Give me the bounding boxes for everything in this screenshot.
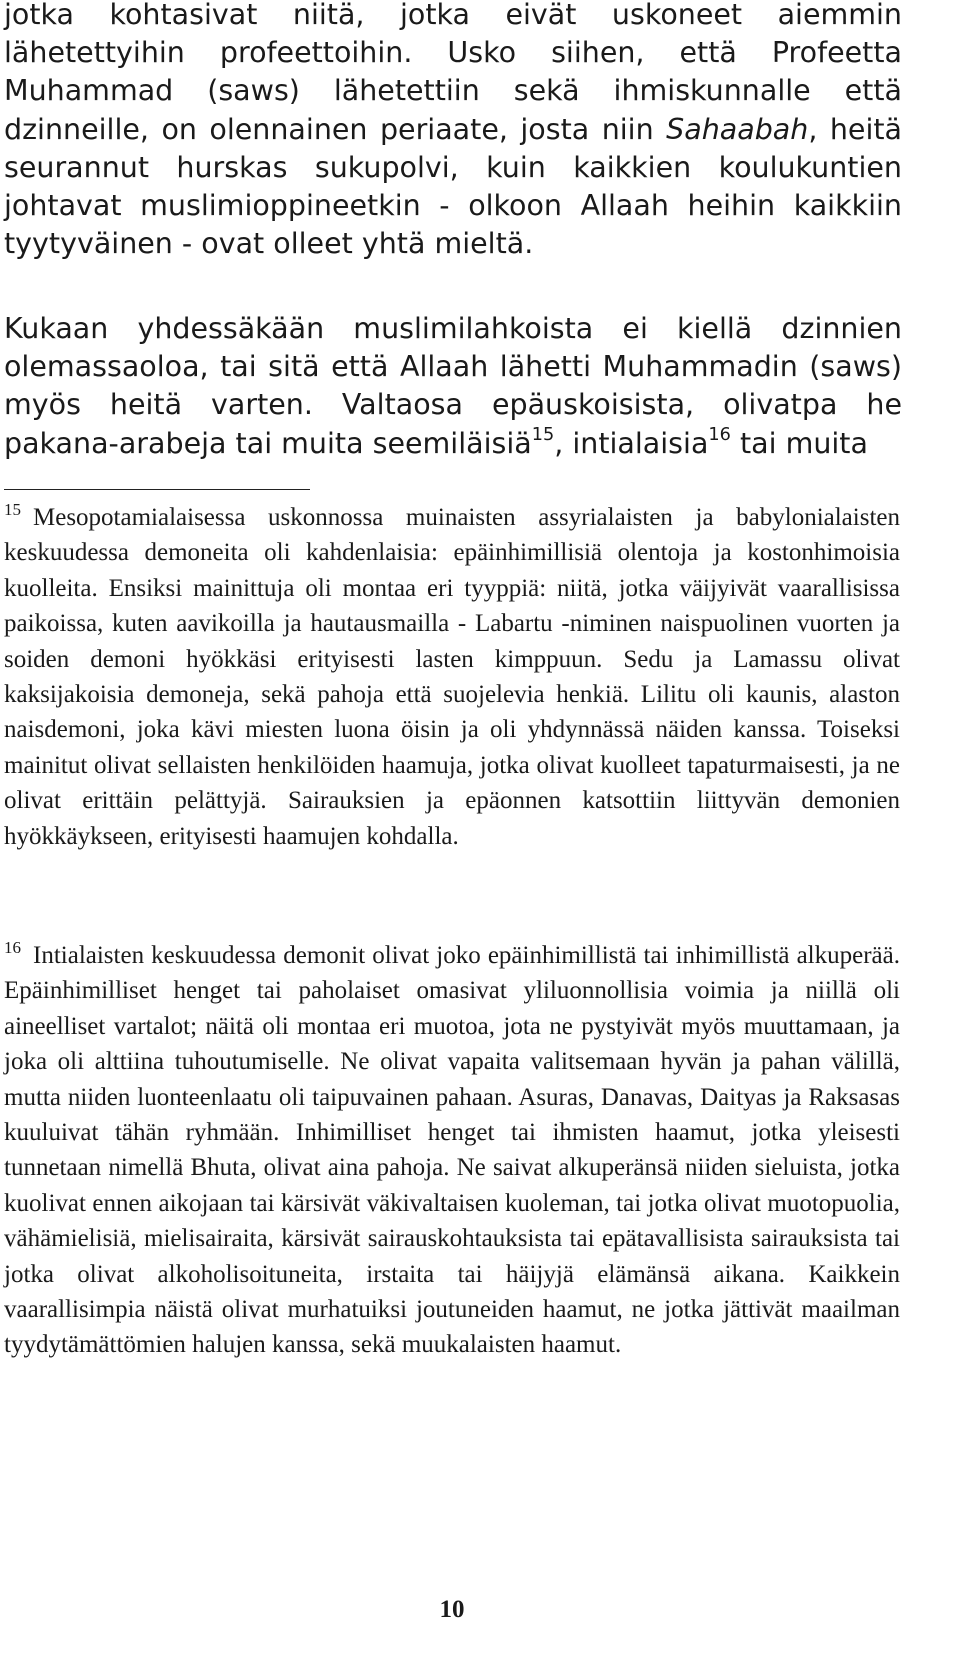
paragraph-1-tail: , heitä seurannut hurskas sukupolvi, kuin kaikkien koulukuntien johtavat muslimioppineetkin - olkoon Allaah heihin kaikkiin tyytyväinen - ovat olleet yhtä mieltä. xyxy=(4,112,902,261)
footnote-separator xyxy=(4,489,310,490)
body-paragraph-1 xyxy=(4,0,902,263)
footnote-15-text: Mesopotamialaisessa uskonnossa muinaisten assyrialaisten ja babylonialaisten keskuudessa demoneita oli kahdenlaisia: epäinhimillisiä olentoja ja kostonhimoisia kuolleita. Ensiksi mainittuja oli montaa eri tyyppiä: niitä, jotka väijyivät vaarallisissa paikoissa, kuten aavikoilla ja hautausmailla - Labartu -niminen naispuolinen vuorten ja soiden demoni hyökkäsi erityisesti lasten kimppuun. Sedu ja Lamassu olivat kaksijakoisia demoneja, sekä pahoja että suojelevia henkiä. Lilitu oli kaunis, alaston naisdemoni, joka kävi miesten luona öisin ja oli yhdynnässä näiden kanssa. Toiseksi mainitut olivat sellaisten henkilöiden haamuja, jotka olivat kuolleet tapaturmaisesti, ja ne olivat erittäin pelättyjä. Sairauksien ja epäonnen katsottiin liittyvän demonien hyökkäykseen, erityisesti haamujen kohdalla. xyxy=(4,504,900,850)
footnote-16-text: Intialaisten keskuudessa demonit olivat joko epäinhimillistä tai inhimillistä alkuperää. Epäinhimilliset henget tai paholaiset omasivat yliluonnollisia voimia ja niillä oli aineelliset vartalot; näitä oli montaa eri muotoa, jota ne pystyivät myös muuttamaan, ja joka oli alttiina tuhoutumiselle. Ne olivat vapaita valitsemaan hyvän ja pahan välillä, mutta niiden luonteenlaatu oli taipuvainen pahaan. Asuras, Danavas, Daityas ja Raksasas kuuluivat tähän ryhmään. Inhimilliset henget tai ihmisten haamut, jotka yleisesti tunnetaan nimellä Bhuta, olivat aina pahoja. Ne saivat alkuperänsä niiden sieluista, jotka kuolivat ennen aikojaan tai kärsivät väkivaltaisen kuoleman, tai jotka olivat muotopuolia, vähämielisiä, mielisairaita, kärsivät sairauskohtauksista tai epätavallisista sairauksista tai jotka olivat alkoholisoituneita, irstaita tai häijyjä elämänsä aikana. Kaikkein vaarallisimpia näistä olivat murhatuiksi joutuneiden haamut, ne jotka jättivät maailman tyydytämättömien halujen kanssa, sekä muukalaisten haamut. xyxy=(4,942,900,1359)
sahaabah-term: Sahaabah xyxy=(666,112,809,146)
footnote-ref-16[interactable]: 16 xyxy=(708,425,731,446)
paragraph-1-lead: jotka kohtasivat niitä, jotka eivät uskoneet aiemmin lähetettyihin profeettoihin. Usko siihen, että Profeetta Muhammad (saws) lähetettiin sekä ihmiskunnalle että dzinneille, on olennainen periaate, josta niin xyxy=(4,0,902,146)
footnote-ref-15[interactable]: 15 xyxy=(531,425,555,446)
footnote-15 xyxy=(4,500,900,854)
paragraph-2-middle: , intialaisia xyxy=(554,426,709,460)
paragraph-2-lead: Kukaan yhdessäkään muslimilahkoista ei kiellä dzinnien olemassaoloa, tai sitä että Allaah lähetti Muhammadin (saws) myös heitä varten. Valtaosa epäuskoisista, olivatpa he pakana-arabeja tai muita seemiläisiä xyxy=(4,312,902,460)
page-number: 10 xyxy=(439,1596,465,1623)
footnote-16-number: 16 xyxy=(4,938,21,957)
footnote-15-number: 15 xyxy=(4,500,21,519)
body-paragraph-2 xyxy=(4,310,902,463)
paragraph-2-tail: tai muita xyxy=(730,426,868,460)
footnote-16 xyxy=(4,938,900,1363)
